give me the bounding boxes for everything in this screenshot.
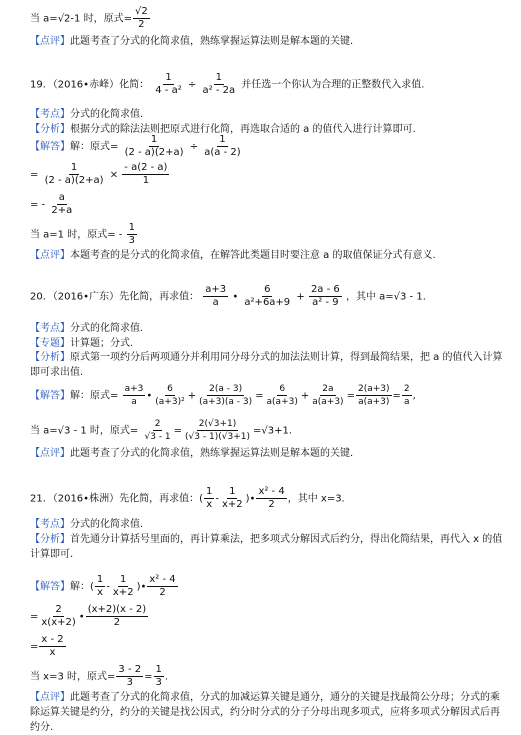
p19-step2: = $\frac{1}{(2 - a)(2+a)}$ × $\frac{- a(2 - a)}{1}$ xyxy=(30,162,168,186)
fraction: $\frac{2}{a}$ xyxy=(403,384,410,407)
fraction: $\frac{1}{x}$ xyxy=(96,574,104,598)
p20-fenxi: 【分析】原式第一项约分后两项通分并利用同分母分式的加法法则计算，得到最简结果，把 a 的值代入计算即可求出值. xyxy=(30,352,503,378)
fraction: $\frac{\text{x² - 4}}{2}$ xyxy=(149,574,176,598)
p18-comment: 【点评】此题考查了分式的化简求值，熟练掌握运算法则是解本题的关键. xyxy=(30,36,354,47)
fraction: $\frac{1}{(2 - a)(2+a)}$ xyxy=(44,162,104,186)
fraction: $\frac{(x+2)(x - 2)}{2}$ xyxy=(87,604,147,628)
p21-kaodian: 【考点】分式的化简求值. xyxy=(30,519,144,530)
fraction: $\frac{3 - 2}{3}$ xyxy=(118,664,142,688)
p21-step3: = $\frac{x - 2}{x}$ xyxy=(30,634,64,658)
p19-step1: 【解答】解：原式= $\frac{1}{(2 - a)(2+a)}$ ÷ $\frac{1}{a(a - 2)}$ xyxy=(30,134,241,158)
fraction: $\frac{6}{\text{a²+6a+9}}$ xyxy=(244,284,291,308)
fraction: $\frac{1}{x+2}$ xyxy=(112,574,134,598)
p20-zhuanti: 【专题】计算题；分式. xyxy=(30,338,134,349)
fraction: $\frac{1}{3}$ xyxy=(155,664,162,688)
fraction: $\frac{2}{x(x+2)}$ xyxy=(41,604,76,628)
fraction: $\frac{1}{\text{a² - 2a}}$ xyxy=(202,72,236,96)
p19-kaodian: 【考点】分式的化简求值. xyxy=(30,109,144,120)
fraction: $\frac{1}{(2 - a)(2+a)}$ xyxy=(124,134,184,158)
fraction: $\frac{√2}{2}$ xyxy=(134,6,148,30)
fraction: $\frac{x - 2}{x}$ xyxy=(41,634,64,658)
p20-solution: 【解答】解：原式= $\frac{a+3}{a}$ • $\frac{6}{\text{(a+3)²}}$ + $\frac{2(a - 3)}{(a+3)(a - 3)}$ = $\frac{6}{a(a+3)}$ + $\frac{2a}{a(a+3)}$ = $\frac{2(a+3)}{a(a+3)}$ = $\frac{2}{a}$ , xyxy=(30,384,416,407)
fraction: $\frac{2(√3+1)}{(√3 - 1)(√3+1)}$ xyxy=(185,419,250,442)
p19-fenxi: 【分析】根据分式的除法法则把原式进行化简，再选取合适的 a 的值代入进行计算即可. xyxy=(30,124,416,135)
fraction: $\frac{1}{3}$ xyxy=(128,222,135,246)
p20-value: 当 a=√3 - 1 时，原式= $\frac{2}{√3 - 1}$ = $\frac{2(√3+1)}{(√3 - 1)(√3+1)}$ =√3+1. xyxy=(30,419,293,442)
fraction: $\frac{1}{x+2}$ xyxy=(221,486,243,510)
fraction: $\frac{2a}{a(a+3)}$ xyxy=(312,384,344,407)
p20-question: 20．（2016•广东）先化简，再求值： $\frac{a+3}{a}$ • $\frac{6}{\text{a²+6a+9}}$ + $\frac{2a - 6}{\text{a² - 9}}$ ，其中 a=√3 - 1. xyxy=(30,284,426,308)
fraction: $\frac{2(a+3)}{a(a+3)}$ xyxy=(357,384,390,407)
fraction: $\frac{1}{x}$ xyxy=(205,486,213,510)
fraction: $\frac{2a - 6}{\text{a² - 9}}$ xyxy=(310,284,340,308)
p19-comment: 【点评】本题考查的是分式的化简求值，在解答此类题目时要注意 a 的取值保证分式有意义. xyxy=(30,250,436,261)
p21-comment: 【点评】此题考查了分式的化简求值，分式的加减运算关键是通分，通分的关键是找最简公分母；分式的乘除运算关键是约分，约分的关键是找公因式，约分时分式的分子分母出现多项式，应将多项式分解因式后再约分. xyxy=(30,692,500,733)
fraction: $\frac{a+3}{a}$ xyxy=(205,284,227,308)
fraction: $\frac{2}{√3 - 1}$ xyxy=(144,419,171,442)
fraction: $\frac{6}{\text{(a+3)²}}$ xyxy=(155,384,185,407)
p20-kaodian: 【考点】分式的化简求值. xyxy=(30,323,144,334)
fraction: $\frac{- a(2 - a)}{1}$ xyxy=(124,162,168,186)
p21-value: 当 x=3 时，原式= $\frac{3 - 2}{3}$ = $\frac{1}{3}$ . xyxy=(30,664,169,688)
p19-value: 当 a=1 时，原式= - $\frac{1}{3}$ xyxy=(30,222,135,246)
fraction: $\frac{a+3}{a}$ xyxy=(124,384,144,407)
fraction: $\frac{2(a - 3)}{(a+3)(a - 3)}$ xyxy=(199,384,253,407)
fraction: $\frac{6}{a(a+3)}$ xyxy=(266,384,298,407)
p21-fenxi: 【分析】首先通分计算括号里面的，再计算乘法，把多项式分解因式后约分，得出化简结果，再代入 x 的值计算即可. xyxy=(30,534,503,560)
p18-result-line: 当 a=√2-1 时，原式= $\frac{√2}{2}$ xyxy=(30,6,148,30)
p19-question: 19．（2016•赤峰）化简： $\frac{1}{\text{4 - a²}}$ ÷ $\frac{1}{\text{a² - 2a}}$ 并任选一个你认为合理的正整数代入求值. xyxy=(30,72,425,96)
p21-question: 21．（2016•株洲）先化简，再求值：( $\frac{1}{x}$ - $\frac{1}{x+2}$ )• $\frac{\text{x² - 4}}{2}$ ，其中 x=3. xyxy=(30,486,345,510)
fraction: $\frac{1}{a(a - 2)}$ xyxy=(204,134,241,158)
fraction: $\frac{a}{2+a}$ xyxy=(51,192,73,216)
p20-comment: 【点评】此题考查了分式的化简求值，熟练掌握运算法则是解本题的关键. xyxy=(30,448,354,459)
p21-step2: = $\frac{2}{x(x+2)}$ • $\frac{(x+2)(x - 2)}{2}$ xyxy=(30,604,147,628)
p19-step3: = - $\frac{a}{2+a}$ xyxy=(30,192,73,216)
fraction: $\frac{1}{\text{4 - a²}}$ xyxy=(155,72,182,96)
p21-step1: 【解答】解：( $\frac{1}{x}$ - $\frac{1}{x+2}$ )• $\frac{\text{x² - 4}}{2}$ xyxy=(30,574,176,598)
fraction: $\frac{\text{x² - 4}}{2}$ xyxy=(258,486,285,510)
